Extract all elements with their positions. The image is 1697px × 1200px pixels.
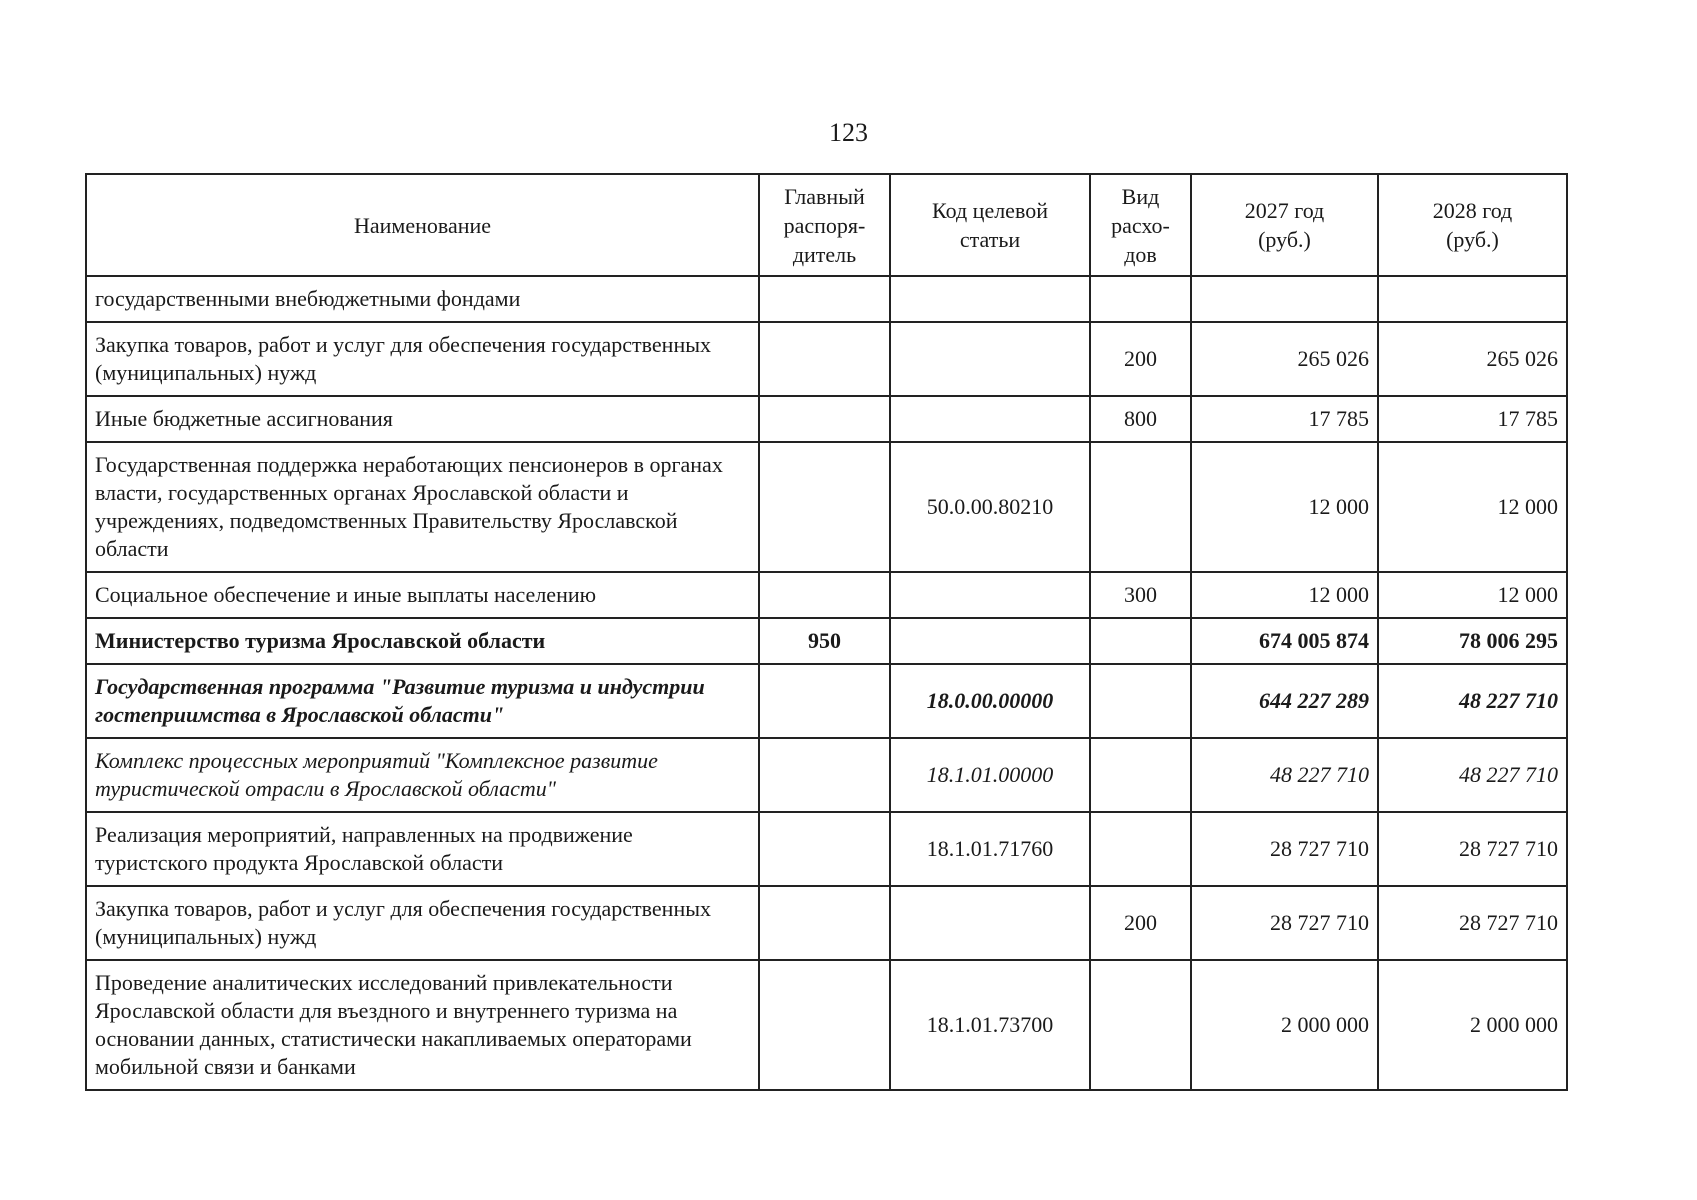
cell-expense-kind: 200 xyxy=(1090,322,1191,396)
table-row xyxy=(86,886,1567,960)
cell-name: Закупка товаров, работ и услуг для обеспечения государственных (муниципальных) нужд xyxy=(86,886,759,960)
cell-name: государственными внебюджетными фондами xyxy=(86,276,759,322)
cell-name: Реализация мероприятий, направленных на продвижение туристского продукта Ярославской области xyxy=(86,812,759,886)
cell-amount-2028: 28 727 710 xyxy=(1378,886,1567,960)
cell-target-code xyxy=(890,276,1090,322)
cell-target-code: 18.0.00.00000 xyxy=(890,664,1090,738)
cell-amount-2027: 2 000 000 xyxy=(1191,960,1378,1090)
cell-name: Государственная поддержка неработающих пенсионеров в органах власти, государственных органах Ярославской области и учреждениях, подведомственных Правительству Ярославской области xyxy=(86,442,759,572)
header-target-code: Код целевой статьи xyxy=(890,174,1090,276)
cell-expense-kind: 200 xyxy=(1090,886,1191,960)
cell-amount-2028: 12 000 xyxy=(1378,442,1567,572)
header-year-2028: 2028 год (руб.) xyxy=(1378,174,1567,276)
header-grbs: Главный распоря- дитель xyxy=(759,174,890,276)
cell-amount-2028: 265 026 xyxy=(1378,322,1567,396)
cell-amount-2027 xyxy=(1191,276,1378,322)
table-row xyxy=(86,276,1567,322)
cell-expense-kind: 800 xyxy=(1090,396,1191,442)
cell-amount-2028: 2 000 000 xyxy=(1378,960,1567,1090)
cell-amount-2028: 28 727 710 xyxy=(1378,812,1567,886)
cell-amount-2027: 17 785 xyxy=(1191,396,1378,442)
cell-name: Государственная программа "Развитие туризма и индустрии гостеприимства в Ярославской области" xyxy=(86,664,759,738)
budget-table xyxy=(85,173,1568,1091)
cell-amount-2027: 674 005 874 xyxy=(1191,618,1378,664)
cell-target-code: 18.1.01.00000 xyxy=(890,738,1090,812)
header-year-2027: 2027 год (руб.) xyxy=(1191,174,1378,276)
cell-expense-kind xyxy=(1090,812,1191,886)
cell-target-code xyxy=(890,396,1090,442)
table-row xyxy=(86,664,1567,738)
cell-grbs xyxy=(759,960,890,1090)
cell-grbs xyxy=(759,886,890,960)
cell-expense-kind xyxy=(1090,442,1191,572)
table-body xyxy=(86,276,1567,1090)
cell-name: Закупка товаров, работ и услуг для обеспечения государственных (муниципальных) нужд xyxy=(86,322,759,396)
cell-amount-2027: 265 026 xyxy=(1191,322,1378,396)
cell-expense-kind: 300 xyxy=(1090,572,1191,618)
cell-amount-2027: 12 000 xyxy=(1191,572,1378,618)
table-row xyxy=(86,812,1567,886)
cell-target-code xyxy=(890,618,1090,664)
table-row xyxy=(86,738,1567,812)
cell-grbs xyxy=(759,396,890,442)
cell-expense-kind xyxy=(1090,960,1191,1090)
cell-expense-kind xyxy=(1090,618,1191,664)
cell-name: Проведение аналитических исследований привлекательности Ярославской области для въездного и внутреннего туризма на основании данных, статистически накапливаемых операторами мобильной связи и банками xyxy=(86,960,759,1090)
cell-amount-2027: 28 727 710 xyxy=(1191,886,1378,960)
table-row xyxy=(86,396,1567,442)
cell-target-code: 50.0.00.80210 xyxy=(890,442,1090,572)
cell-grbs: 950 xyxy=(759,618,890,664)
table-row xyxy=(86,572,1567,618)
cell-amount-2028: 78 006 295 xyxy=(1378,618,1567,664)
cell-target-code xyxy=(890,572,1090,618)
header-name: Наименование xyxy=(86,174,759,276)
cell-amount-2027: 644 227 289 xyxy=(1191,664,1378,738)
cell-amount-2028: 48 227 710 xyxy=(1378,738,1567,812)
cell-grbs xyxy=(759,322,890,396)
cell-amount-2027: 28 727 710 xyxy=(1191,812,1378,886)
cell-grbs xyxy=(759,442,890,572)
cell-expense-kind xyxy=(1090,276,1191,322)
cell-grbs xyxy=(759,812,890,886)
table-row xyxy=(86,322,1567,396)
cell-expense-kind xyxy=(1090,664,1191,738)
cell-name: Социальное обеспечение и иные выплаты населению xyxy=(86,572,759,618)
table-header-row xyxy=(86,174,1567,276)
cell-target-code: 18.1.01.71760 xyxy=(890,812,1090,886)
cell-target-code xyxy=(890,322,1090,396)
cell-grbs xyxy=(759,276,890,322)
cell-grbs xyxy=(759,664,890,738)
cell-name: Иные бюджетные ассигнования xyxy=(86,396,759,442)
cell-amount-2028: 48 227 710 xyxy=(1378,664,1567,738)
cell-amount-2028 xyxy=(1378,276,1567,322)
cell-amount-2028: 12 000 xyxy=(1378,572,1567,618)
cell-amount-2028: 17 785 xyxy=(1378,396,1567,442)
cell-amount-2027: 12 000 xyxy=(1191,442,1378,572)
cell-amount-2027: 48 227 710 xyxy=(1191,738,1378,812)
cell-grbs xyxy=(759,572,890,618)
cell-name: Министерство туризма Ярославской области xyxy=(86,618,759,664)
cell-grbs xyxy=(759,738,890,812)
table-row xyxy=(86,442,1567,572)
header-expense-kind: Вид расхо- дов xyxy=(1090,174,1191,276)
table-row xyxy=(86,960,1567,1090)
cell-target-code xyxy=(890,886,1090,960)
cell-target-code: 18.1.01.73700 xyxy=(890,960,1090,1090)
cell-expense-kind xyxy=(1090,738,1191,812)
cell-name: Комплекс процессных мероприятий "Комплексное развитие туристической отрасли в Ярославской области" xyxy=(86,738,759,812)
table-row xyxy=(86,618,1567,664)
page-number: 123 xyxy=(829,118,868,147)
